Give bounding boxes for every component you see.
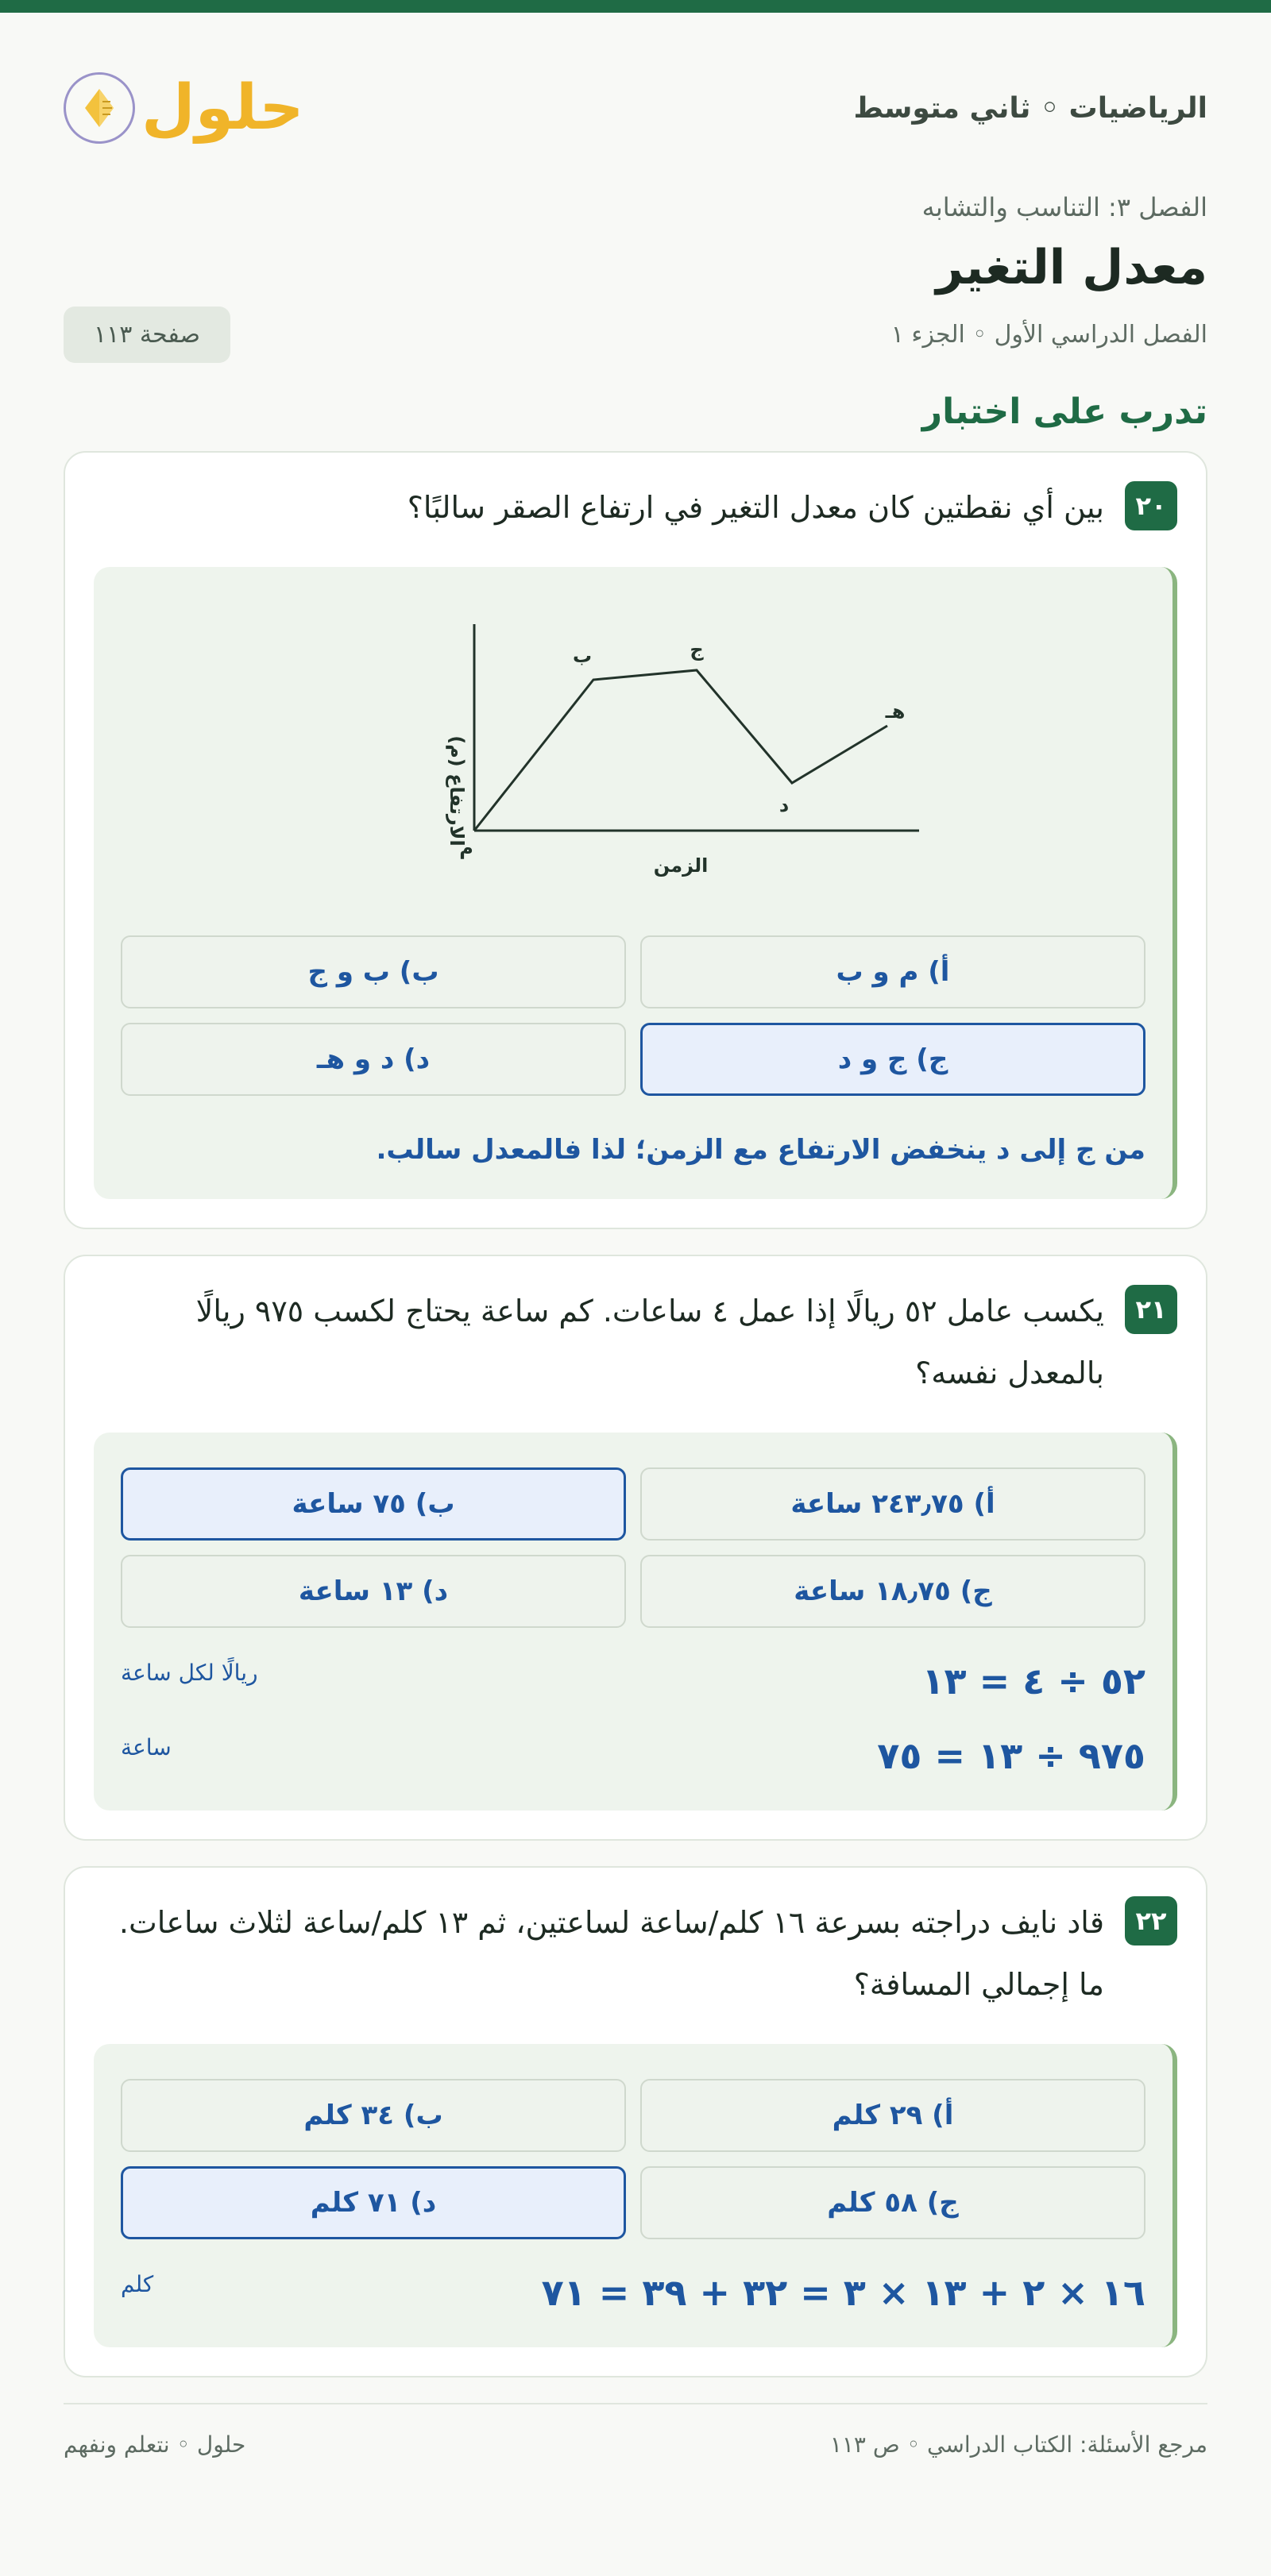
choice-d[interactable]: د) د و هـ xyxy=(121,1023,626,1096)
section-title: تدرب على اختبار xyxy=(921,391,1207,432)
choice-a[interactable]: أ) ٢٩ كلم xyxy=(640,2079,1145,2152)
calculation-unit: ساعة xyxy=(121,1734,172,1760)
choice-d[interactable]: د) ١٣ ساعة xyxy=(121,1555,626,1628)
answer-box xyxy=(94,1433,1177,1811)
footer-brand: حلول ◦ نتعلم ونفهم xyxy=(64,2431,246,2458)
calculation-step xyxy=(121,1734,1145,1777)
logo-wordmark: حلول xyxy=(141,72,304,144)
x-axis-label: الزمن xyxy=(653,854,709,877)
question-text: بين أي نقطتين كان معدل التغير في ارتفاع الصقر سالبًا؟ xyxy=(407,490,1104,525)
page-header xyxy=(64,13,1207,187)
point-label-j: ج xyxy=(690,638,704,661)
question-card xyxy=(64,1255,1207,1841)
subject-label: الرياضيات ◦ ثاني متوسط xyxy=(853,91,1207,125)
page-footer xyxy=(64,2403,1207,2458)
footer-source: مرجع الأسئلة: الكتاب الدراسي ◦ ص ١١٣ xyxy=(829,2431,1207,2458)
choice-b[interactable]: ب) ب و ج xyxy=(121,935,626,1008)
question-card xyxy=(64,1866,1207,2377)
question-text: يكسب عامل ٥٢ ريالًا إذا عمل ٤ ساعات. كم ساعة يحتاج لكسب ٩٧٥ ريالًا بالمعدل نفسه؟ xyxy=(195,1294,1104,1390)
height-time-graph xyxy=(347,592,919,926)
question-number: ٢٠ xyxy=(1125,481,1177,530)
calculation-expression: ١٦ × ٢ + ١٣ × ٣ = ٣٢ + ٣٩ = ٧١ xyxy=(541,2271,1145,2314)
calculation-unit: ريالًا لكل ساعة xyxy=(121,1660,258,1686)
question-number: ٢١ xyxy=(1125,1285,1177,1334)
lesson-meta xyxy=(64,192,1207,363)
choice-c-selected[interactable]: ج) ج و د xyxy=(640,1023,1145,1096)
brand-logo[interactable] xyxy=(64,72,304,144)
point-label-b: ب xyxy=(572,645,593,667)
page-number-badge: صفحة ١١٣ xyxy=(64,307,230,363)
point-label-d: د xyxy=(778,794,790,816)
choices-grid xyxy=(121,2079,1145,2239)
answer-box xyxy=(94,567,1177,1199)
question-text: قاد نايف دراجته بسرعة ١٦ كلم/ساعة لساعتين، ثم ١٣ كلم/ساعة لثلاث ساعات. ما إجمالي المسافة؟ xyxy=(118,1905,1104,2002)
point-label-h: هـ xyxy=(885,700,906,723)
choices-grid xyxy=(121,1467,1145,1628)
chapter-label: الفصل ٣: التناسب والتشابه xyxy=(921,192,1207,222)
explanation-text: من ج إلى د ينخفض الارتفاع مع الزمن؛ لذا فالمعدل سالب. xyxy=(376,1134,1145,1166)
top-accent-bar xyxy=(0,0,1271,13)
calculation-step xyxy=(121,1660,1145,1703)
calculation-expression: ٩٧٥ ÷ ١٣ = ٧٥ xyxy=(877,1734,1145,1777)
calculation-expression: ٥٢ ÷ ٤ = ١٣ xyxy=(921,1660,1145,1703)
choices-grid xyxy=(121,935,1145,1096)
semester-label: الفصل الدراسي الأول ◦ الجزء ١ xyxy=(890,321,1207,349)
question-number: ٢٢ xyxy=(1125,1896,1177,1945)
point-label-m: م xyxy=(459,837,473,859)
book-icon xyxy=(64,72,135,144)
choice-b-selected[interactable]: ب) ٧٥ ساعة xyxy=(121,1467,626,1541)
page-title: معدل التغير xyxy=(936,240,1207,295)
choice-a[interactable]: أ) م و ب xyxy=(640,935,1145,1008)
choice-c[interactable]: ج) ١٨٫٧٥ ساعة xyxy=(640,1555,1145,1628)
calculation-step xyxy=(121,2271,1145,2314)
choice-a[interactable]: أ) ٢٤٣٫٧٥ ساعة xyxy=(640,1467,1145,1541)
answer-box xyxy=(94,2044,1177,2347)
graph-line xyxy=(474,670,887,831)
calculation-unit: كلم xyxy=(121,2271,154,2297)
choice-b[interactable]: ب) ٣٤ كلم xyxy=(121,2079,626,2152)
choice-d-selected[interactable]: د) ٧١ كلم xyxy=(121,2166,626,2239)
question-card xyxy=(64,451,1207,1229)
y-axis-label: الارتفاع (م) xyxy=(446,735,468,846)
choice-c[interactable]: ج) ٥٨ كلم xyxy=(640,2166,1145,2239)
